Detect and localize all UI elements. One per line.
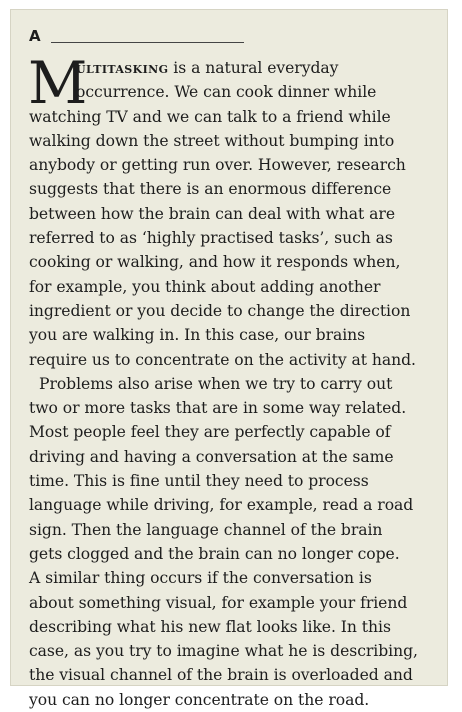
text-line: gets clogged and the brain can no longer cope.: [29, 544, 400, 563]
section-header: [29, 24, 269, 48]
text-line: suggests that there is an enormous difference: [29, 180, 392, 199]
text-line: occurrence. We can cook dinner while: [76, 83, 377, 102]
text-line: describing what his new flat looks like. In this: [29, 617, 391, 636]
text-line: referred to as ‘highly practised tasks’, such as: [29, 229, 393, 248]
text-panel: [10, 9, 448, 709]
text-line: Most people feel they are perfectly capable of: [29, 423, 391, 442]
article-body: [28, 49, 444, 712]
text-line: require us to concentrate on the activity at hand.: [29, 350, 416, 369]
text-line: anybody or getting run over. However, research: [29, 156, 406, 175]
text-line: sign. Then the language channel of the brain: [29, 520, 383, 539]
drop-cap: M: [28, 49, 88, 117]
lead-word: ultitasking: [76, 58, 169, 77]
answer-blank-line: [51, 42, 244, 43]
text-line: time. This is fine until they need to process: [29, 472, 369, 491]
text-line: you can no longer concentrate on the road.: [29, 690, 370, 709]
text-line: for example, you think about adding another: [29, 277, 381, 296]
text-line: language while driving, for example, read a road: [29, 496, 414, 515]
text-line: case, as you try to imagine what he is describing,: [29, 642, 418, 661]
text-line: Problems also arise when we try to carry out: [39, 374, 393, 393]
text-line: the visual channel of the brain is overloaded and: [29, 666, 413, 685]
text-line: [29, 56, 444, 80]
text-line: walking down the street without bumping into: [29, 131, 395, 150]
text-line: watching TV and we can talk to a friend while: [29, 107, 391, 126]
text-line: you are walking in. In this case, our brains: [29, 326, 366, 345]
text-line: between how the brain can deal with what are: [29, 204, 396, 223]
text-line: two or more tasks that are in some way related.: [29, 399, 407, 418]
text-line: ingredient or you decide to change the direction: [29, 301, 411, 320]
text-line: driving and having a conversation at the same: [29, 447, 394, 466]
section-letter: A: [29, 27, 41, 45]
text-line: A similar thing occurs if the conversation is: [29, 569, 372, 588]
text-line: cooking or walking, and how it responds when,: [29, 253, 401, 272]
text-line: about something visual, for example your friend: [29, 593, 408, 612]
text-line-content: is a natural everyday: [168, 59, 339, 77]
